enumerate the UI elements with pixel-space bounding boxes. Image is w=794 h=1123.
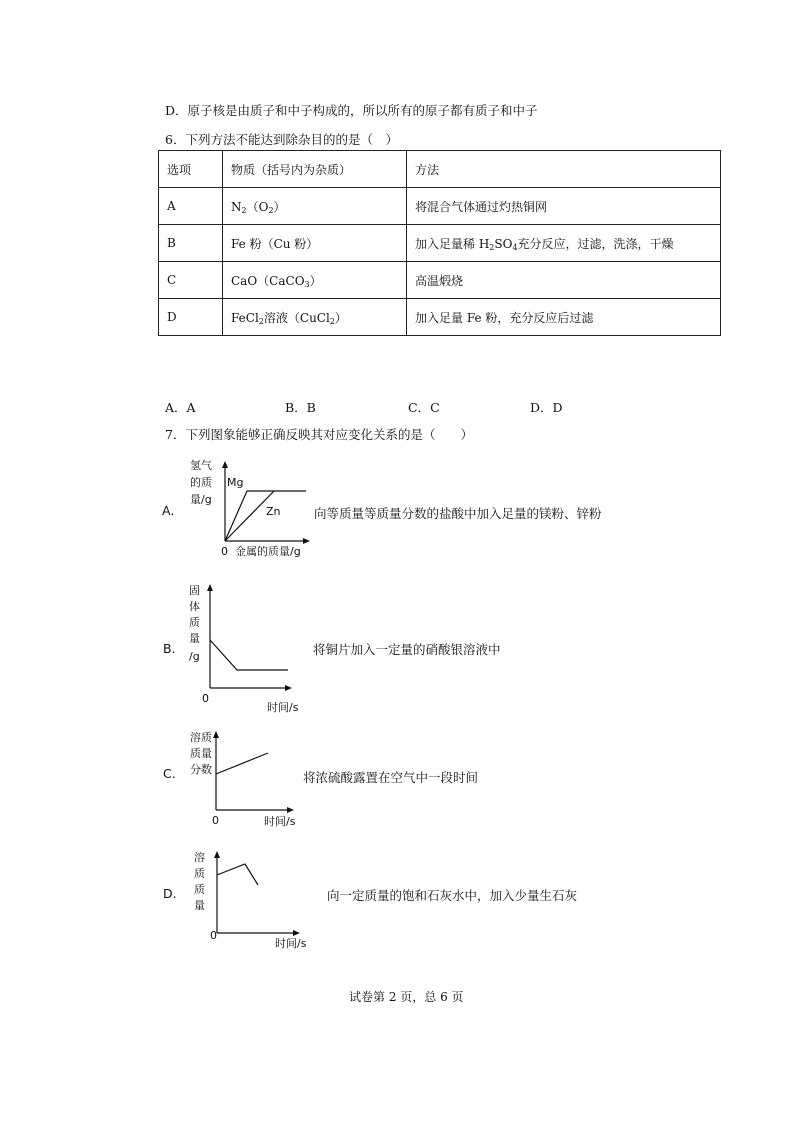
x-axis-arrow [287, 807, 294, 813]
ylabel-line: 量/g [190, 493, 212, 506]
x-axis-arrow [303, 538, 310, 544]
choice-a: A．A [165, 400, 196, 415]
row-method: 将混合气体通过灼热铜网 [407, 188, 721, 225]
x-axis-label: 时间/s [275, 937, 307, 950]
graph-c [160, 725, 310, 830]
row-method: 加入足量 Fe 粉，充分反应后过滤 [407, 299, 721, 336]
option-a-description: 向等质量等质量分数的盐酸中加入足量的镁粉、锌粉 [314, 506, 602, 521]
y-axis-arrow [207, 584, 213, 591]
x-axis-arrow [293, 930, 300, 936]
x-axis-label: 时间/s [267, 701, 299, 714]
ylabel-line: 质 [194, 883, 205, 896]
series-label-zn: Zn [266, 505, 281, 518]
ylabel-line: 分数 [190, 763, 212, 776]
ylabel-line: 体 [189, 600, 200, 613]
ylabel-line: /g [189, 650, 200, 663]
q7-stem: 7．下列图象能够正确反映其对应变化关系的是（ ） [165, 427, 473, 442]
row-substance: CaO（CaCO$_3$） [223, 262, 407, 299]
option-b-description: 将铜片加入一定量的硝酸银溶液中 [313, 642, 501, 657]
ylabel-line: 质 [189, 616, 200, 629]
header-option: 选项 [159, 151, 223, 188]
page-footer: 试卷第 2 页，总 6 页 [349, 990, 464, 1004]
y-axis-arrow [214, 851, 220, 858]
row-option: D [159, 299, 223, 336]
table-row [159, 225, 721, 262]
ylabel-line: 溶质 [190, 731, 212, 744]
row-substance: $N_2(O_2)$ [223, 188, 407, 225]
data-line [210, 640, 288, 670]
row-option: C [159, 262, 223, 299]
data-line [216, 753, 268, 774]
data-line [217, 864, 258, 885]
ylabel-line: 质量 [190, 747, 212, 760]
choice-b: B．B [285, 400, 316, 415]
option-d-description: 向一定质量的饱和石灰水中，加入少量生石灰 [327, 888, 578, 903]
row-substance: Fe 粉（Cu 粉） [223, 225, 407, 262]
origin-label: 0 [202, 692, 209, 705]
graph-b [160, 578, 310, 718]
row-method: 加入足量稀 $H_2SO_4$充分反应，过滤，洗涤，干燥 [407, 225, 721, 262]
option-letter: C. [163, 766, 176, 781]
series-label-mg: Mg [227, 476, 244, 489]
y-axis-arrow [213, 731, 219, 738]
ylabel-line: 的质 [190, 476, 212, 489]
table-row [159, 188, 721, 225]
ylabel-line: 量 [194, 899, 205, 912]
ylabel-line: 质 [194, 867, 205, 880]
origin-label: 0 [212, 814, 219, 827]
table-header-row [159, 151, 721, 188]
option-letter: B. [163, 641, 176, 656]
header-substance: 物质（括号内为杂质） [223, 151, 407, 188]
q6-table [158, 150, 721, 336]
table-row [159, 262, 721, 299]
choice-c: C．C [408, 400, 440, 415]
origin-label: 0 [210, 929, 217, 942]
option-letter: D. [163, 886, 177, 901]
x-axis-label: 金属的质量/g [235, 545, 301, 558]
ylabel-line: 氢气 [190, 459, 212, 472]
row-substance: FeCl$_2$溶液（CuCl$_2$） [223, 299, 407, 336]
row-option: B [159, 225, 223, 262]
x-axis-arrow [285, 685, 292, 691]
row-option: A [159, 188, 223, 225]
y-axis-arrow [222, 461, 228, 468]
ylabel-line: 量 [189, 632, 200, 645]
graph-d [160, 845, 320, 955]
q6-stem: 6．下列方法不能达到除杂目的的是（ ） [165, 132, 398, 147]
option-letter: A. [162, 503, 175, 518]
choice-d: D．D [530, 400, 563, 415]
ylabel-line: 溶 [194, 851, 205, 864]
ylabel-line: 固 [189, 584, 200, 597]
graph-a [160, 455, 320, 565]
q5-option-d: D．原子核是由质子和中子构成的，所以所有的原子都有质子和中子 [165, 103, 538, 118]
header-method: 方法 [407, 151, 721, 188]
option-c-description: 将浓硫酸露置在空气中一段时间 [303, 770, 479, 785]
table-row [159, 299, 721, 336]
row-method: 高温煅烧 [407, 262, 721, 299]
origin-label: 0 [221, 545, 228, 558]
x-axis-label: 时间/s [264, 815, 296, 828]
